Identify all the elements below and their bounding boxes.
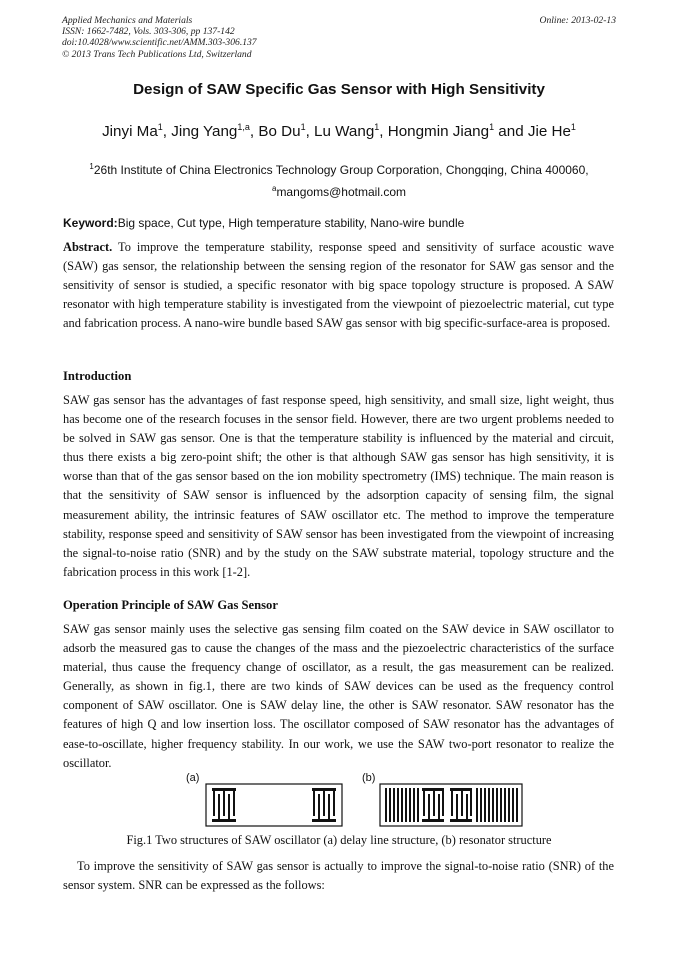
paper-title: Design of SAW Specific Gas Sensor with High Sensitivity — [133, 81, 545, 98]
author: Lu Wang$^1$, — [314, 122, 388, 140]
snr-paragraph: To improve the sensitivity of SAW gas sensor is actually to improve the signal-to-noise ratio (SNR) of the sensor system. SNR can be expressed as the follows: — [63, 859, 614, 893]
abstract-label: Abstract. — [63, 240, 113, 254]
journal-name: Applied Mechanics and Materials — [62, 15, 193, 26]
abstract-text: To improve the temperature stability, response speed and sensitivity of surface acoustic wave (SAW) gas sensor, the relationship between the sensing region of the resonator for SAW gas sensor and the sensitivity of sensor is studied, a specific resonator with big space topology structure is proposed. A SAW resonator with high temperature stability is investigated from the viewpoint of piezoelectric material, cut type and fabrication process. A nano-wire bundle based SAW gas sensor with big specific-surface-area is proposed. — [63, 240, 614, 331]
keywords-text: Big space, Cut type, High temperature stability, Nano-wire bundle — [117, 216, 465, 230]
delay-line-structure — [206, 784, 342, 826]
email: $^a$mangoms@hotmail.com — [271, 184, 406, 199]
idt-resonator-left — [422, 788, 444, 822]
author: Jie He$^1$ — [527, 122, 576, 140]
figure-1 — [180, 772, 540, 832]
figure-label-a: (a) — [186, 772, 200, 784]
online-date: Online: 2013-02-13 — [539, 15, 616, 26]
author: Hongmin Jiang$^1$ and — [387, 122, 528, 140]
figure-label-b: (b) — [362, 772, 376, 784]
copyright-line: © 2013 Trans Tech Publications Ltd, Switzerland — [62, 48, 252, 60]
section-heading-operation: Operation Principle of SAW Gas Sensor — [63, 598, 278, 612]
author-list — [0, 122, 678, 140]
author: Bo Du$^1$, — [258, 122, 315, 140]
affiliation: $^1$26th Institute of China Electronics Technology Group Corporation, Chongqing, China 400060, — [89, 162, 589, 177]
operation-paragraph: SAW gas sensor mainly uses the selective gas sensing film coated on the SAW device in SAW oscillator to adsorb the measured gas to cause the changes of the mass and the piezoelectric characteristics of the surface material, thus cause the frequency change of oscillator, as a result, the gas measurement can be realized. Generally, as shown in fig.1, there are two kinds of SAW devices can be used as the frequency control component of SAW oscillator. One is SAW delay line, the other is SAW resonator. SAW resonator has the features of high Q and low insertion loss. The oscillator composed of SAW resonator has the advantages of ease-to-oscillate, higher frequency stability. In our work, we use the SAW two-port resonator to realize the oscillator. — [63, 622, 614, 770]
author: Jing Yang$^{1,a}$, — [171, 122, 259, 140]
doi-line: doi:10.4028/www.scientific.net/AMM.303-306.137 — [62, 37, 257, 49]
resonator-structure — [380, 784, 522, 826]
keywords-label: Keyword: — [63, 216, 118, 230]
figure-1-caption: Fig.1 Two structures of SAW oscillator (a) delay line structure, (b) resonator structure — [126, 833, 552, 847]
idt-left — [212, 788, 236, 822]
reflector-left — [385, 788, 419, 822]
section-heading-introduction: Introduction — [63, 369, 132, 383]
author: Jinyi Ma$^1$, — [102, 122, 172, 140]
idt-right — [312, 788, 336, 822]
introduction-paragraph: SAW gas sensor has the advantages of fast response speed, high sensitivity, and small size, light weight, thus has become one of the research focuses in the sensor field. However, there are two urgent problems needed to be solved in SAW gas sensor. One is that the temperature stability is influenced by the material and circuit, thus there exists a big zero-point shift; the other is that although SAW gas sensor has high sensitivity, it is worse than that of the gas sensor based on the ion mobility spectrometry (IMS) technique. The main reason is that the sensitivity of SAW sensor is influenced by the adsorption capacity of sensing film, the signal measurement ability, the intrinsic features of SAW oscillator etc. The method to improve the temperature stability, response speed and sensitivity of SAW sensor has been investigated from the viewpoint of increasing the signal-to-noise ratio (SNR) and by the study on the SAW substrate material, topology structure and the fabrication process in this work [1-2]. — [63, 393, 614, 579]
reflector-right — [476, 788, 518, 822]
journal-header — [62, 15, 257, 60]
idt-resonator-right — [450, 788, 472, 822]
saw-structures-diagram — [180, 772, 540, 832]
keywords — [63, 216, 464, 230]
issn-line: ISSN: 1662-7482, Vols. 303-306, pp 137-142 — [62, 26, 235, 38]
abstract — [63, 238, 614, 333]
